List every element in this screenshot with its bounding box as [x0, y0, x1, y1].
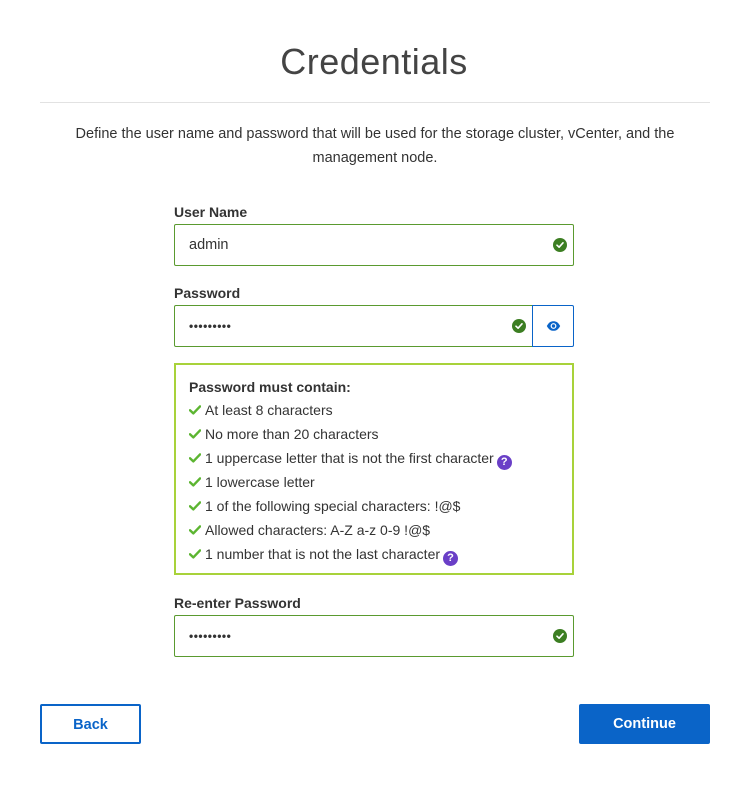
checkmark-icon [189, 549, 201, 559]
requirement-item [189, 398, 559, 422]
checkmark-icon [189, 405, 201, 415]
check-circle-icon [553, 629, 567, 643]
confirm-password-label: Re-enter Password [174, 595, 301, 611]
requirement-item [189, 542, 559, 566]
requirement-item [189, 446, 559, 470]
requirement-item [189, 494, 559, 518]
username-label: User Name [174, 204, 248, 220]
requirement-text: At least 8 characters [205, 402, 333, 418]
requirement-item [189, 422, 559, 446]
checkmark-icon [189, 453, 201, 463]
password-requirements [174, 363, 574, 575]
eye-icon [546, 320, 561, 332]
back-button[interactable]: Back [40, 704, 141, 744]
requirement-text: 1 of the following special characters: !@$ [205, 498, 461, 514]
checkmark-icon [189, 525, 201, 535]
checkmark-icon [189, 477, 201, 487]
requirement-text: Allowed characters: A-Z a-z 0-9 !@$ [205, 522, 431, 538]
title-divider [40, 102, 710, 103]
checkmark-icon [189, 501, 201, 511]
requirement-item [189, 518, 559, 542]
requirement-text: 1 lowercase letter [205, 474, 315, 490]
checkmark-icon [189, 429, 201, 439]
page-title: Credentials [280, 41, 468, 82]
page-description: Define the user name and password that will be used for the storage cluster, vCenter, and the management node. [75, 126, 675, 166]
continue-button[interactable]: Continue [579, 704, 710, 744]
check-circle-icon [553, 238, 567, 252]
help-icon[interactable]: ? [497, 455, 512, 470]
requirement-text: 1 uppercase letter that is not the first character [205, 450, 494, 466]
password-value: ••••••••• [189, 319, 232, 333]
confirm-password-value: ••••••••• [189, 629, 232, 643]
username-value: admin [189, 237, 229, 253]
requirements-title: Password must contain: [189, 379, 351, 395]
username-input[interactable] [174, 224, 574, 266]
confirm-password-input[interactable] [174, 615, 574, 657]
help-icon[interactable]: ? [443, 551, 458, 566]
requirement-text: No more than 20 characters [205, 426, 379, 442]
show-password-button[interactable] [532, 305, 574, 347]
requirement-item [189, 470, 559, 494]
password-input[interactable] [174, 305, 533, 347]
password-label: Password [174, 285, 241, 301]
requirement-text: 1 number that is not the last character [205, 546, 441, 562]
check-circle-icon [512, 319, 526, 333]
